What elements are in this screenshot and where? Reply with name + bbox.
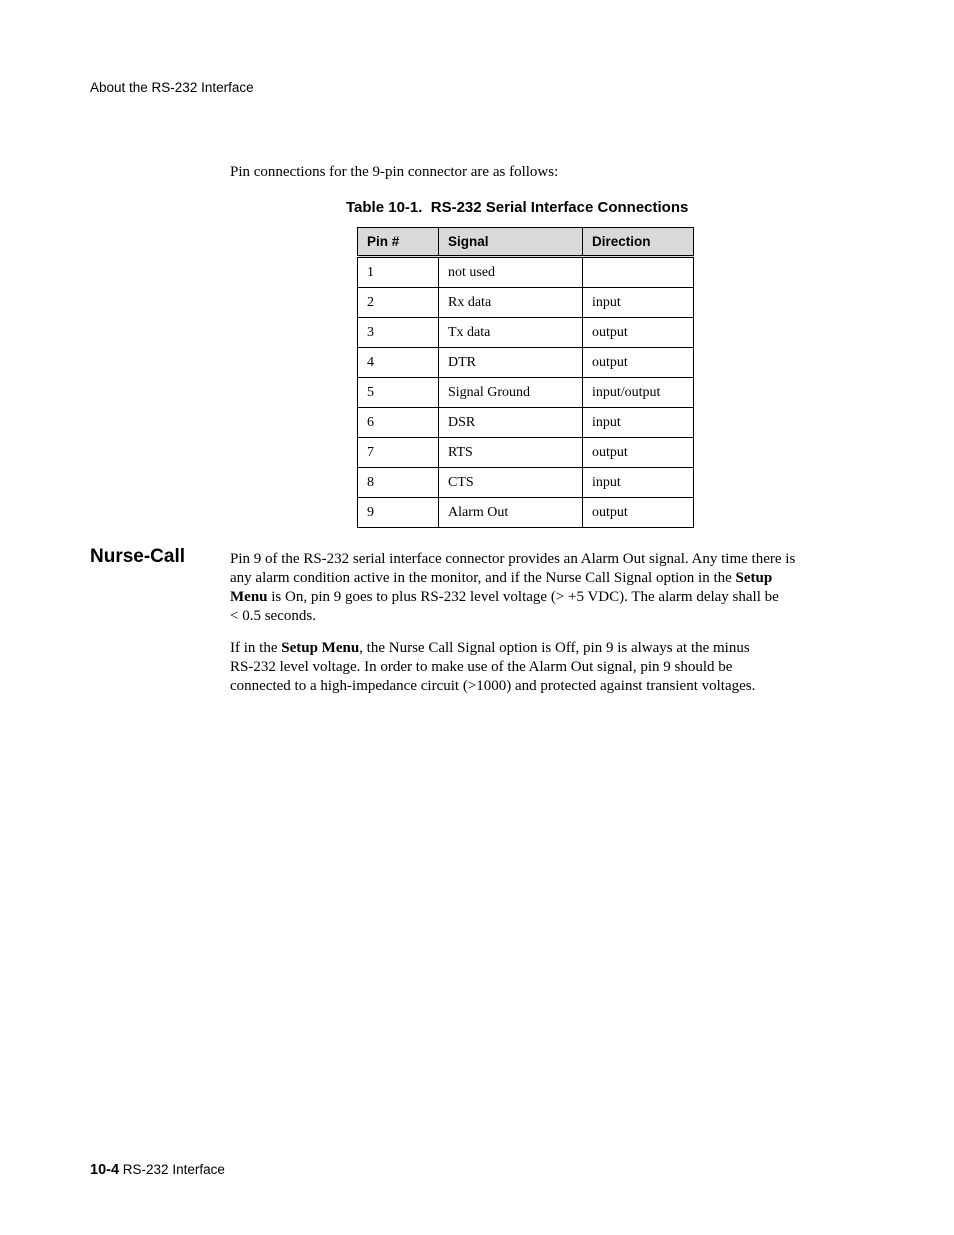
paragraph-line: RS-232 level voltage. In order to make use of the Alarm Out signal, pin 9 should be	[230, 659, 733, 675]
pin-cell: 7	[358, 438, 439, 468]
table-row	[358, 468, 694, 498]
menu-term: Menu	[230, 589, 268, 605]
paragraph-line	[230, 569, 822, 588]
paragraph-line	[230, 588, 822, 607]
nurse-call-paragraph-2	[230, 639, 822, 696]
direction-cell	[583, 257, 694, 288]
table-caption: Table 10-1. RS-232 Serial Interface Connections	[346, 199, 689, 216]
pin-cell: 5	[358, 378, 439, 408]
running-footer	[90, 1162, 225, 1178]
text-run: is On, pin 9 goes to plus RS-232 level voltage (> +5 VDC). The alarm delay shall be	[267, 589, 779, 605]
intro-text: Pin connections for the 9-pin connector are as follows:	[230, 164, 559, 180]
text-run: If in the	[230, 640, 282, 656]
table-row	[358, 498, 694, 528]
table-row	[358, 288, 694, 318]
pin-cell: 6	[358, 408, 439, 438]
signal-cell: CTS	[439, 468, 583, 498]
direction-cell: output	[583, 348, 694, 378]
signal-cell: Alarm Out	[439, 498, 583, 528]
column-header-signal: Signal	[439, 228, 583, 257]
table-header-row	[358, 228, 694, 257]
signal-cell: Tx data	[439, 318, 583, 348]
nurse-call-paragraph-1	[230, 550, 822, 626]
signal-cell: DTR	[439, 348, 583, 378]
direction-cell: output	[583, 318, 694, 348]
pin-cell: 4	[358, 348, 439, 378]
column-header-direction: Direction	[583, 228, 694, 257]
direction-cell: input	[583, 288, 694, 318]
setup-term: Setup	[735, 570, 773, 586]
rs232-connections-table	[357, 227, 694, 528]
setup-menu-term: Setup Menu	[281, 640, 360, 656]
text-run: any alarm condition active in the monitor, and if the Nurse Call Signal option in the	[230, 570, 736, 586]
signal-cell: Rx data	[439, 288, 583, 318]
running-header: About the RS-232 Interface	[90, 80, 254, 95]
paragraph-line: < 0.5 seconds.	[230, 608, 316, 624]
paragraph-line: Pin 9 of the RS-232 serial interface connector provides an Alarm Out signal. Any time there is	[230, 551, 796, 567]
section-heading-nurse-call: Nurse-Call	[90, 546, 186, 567]
direction-cell: output	[583, 498, 694, 528]
direction-cell: output	[583, 438, 694, 468]
pin-cell: 1	[358, 257, 439, 288]
pin-cell: 3	[358, 318, 439, 348]
pin-cell: 9	[358, 498, 439, 528]
table-row	[358, 378, 694, 408]
footer-chapter-title: RS-232 Interface	[122, 1162, 225, 1177]
table-row	[358, 348, 694, 378]
text-run: , the Nurse Call Signal option is Off, pin 9 is always at the minus	[359, 640, 750, 656]
column-header-pin: Pin #	[358, 228, 439, 257]
signal-cell: DSR	[439, 408, 583, 438]
direction-cell: input	[583, 468, 694, 498]
table-row	[358, 257, 694, 288]
signal-cell: not used	[439, 257, 583, 288]
signal-cell: Signal Ground	[439, 378, 583, 408]
paragraph-line	[230, 639, 822, 658]
table-row	[358, 438, 694, 468]
page-number: 10-4	[90, 1162, 120, 1178]
table-row	[358, 318, 694, 348]
direction-cell: input/output	[583, 378, 694, 408]
paragraph-line: connected to a high-impedance circuit (>1000) and protected against transient voltages.	[230, 678, 756, 694]
direction-cell: input	[583, 408, 694, 438]
pin-cell: 8	[358, 468, 439, 498]
pin-cell: 2	[358, 288, 439, 318]
signal-cell: RTS	[439, 438, 583, 468]
table-row	[358, 408, 694, 438]
